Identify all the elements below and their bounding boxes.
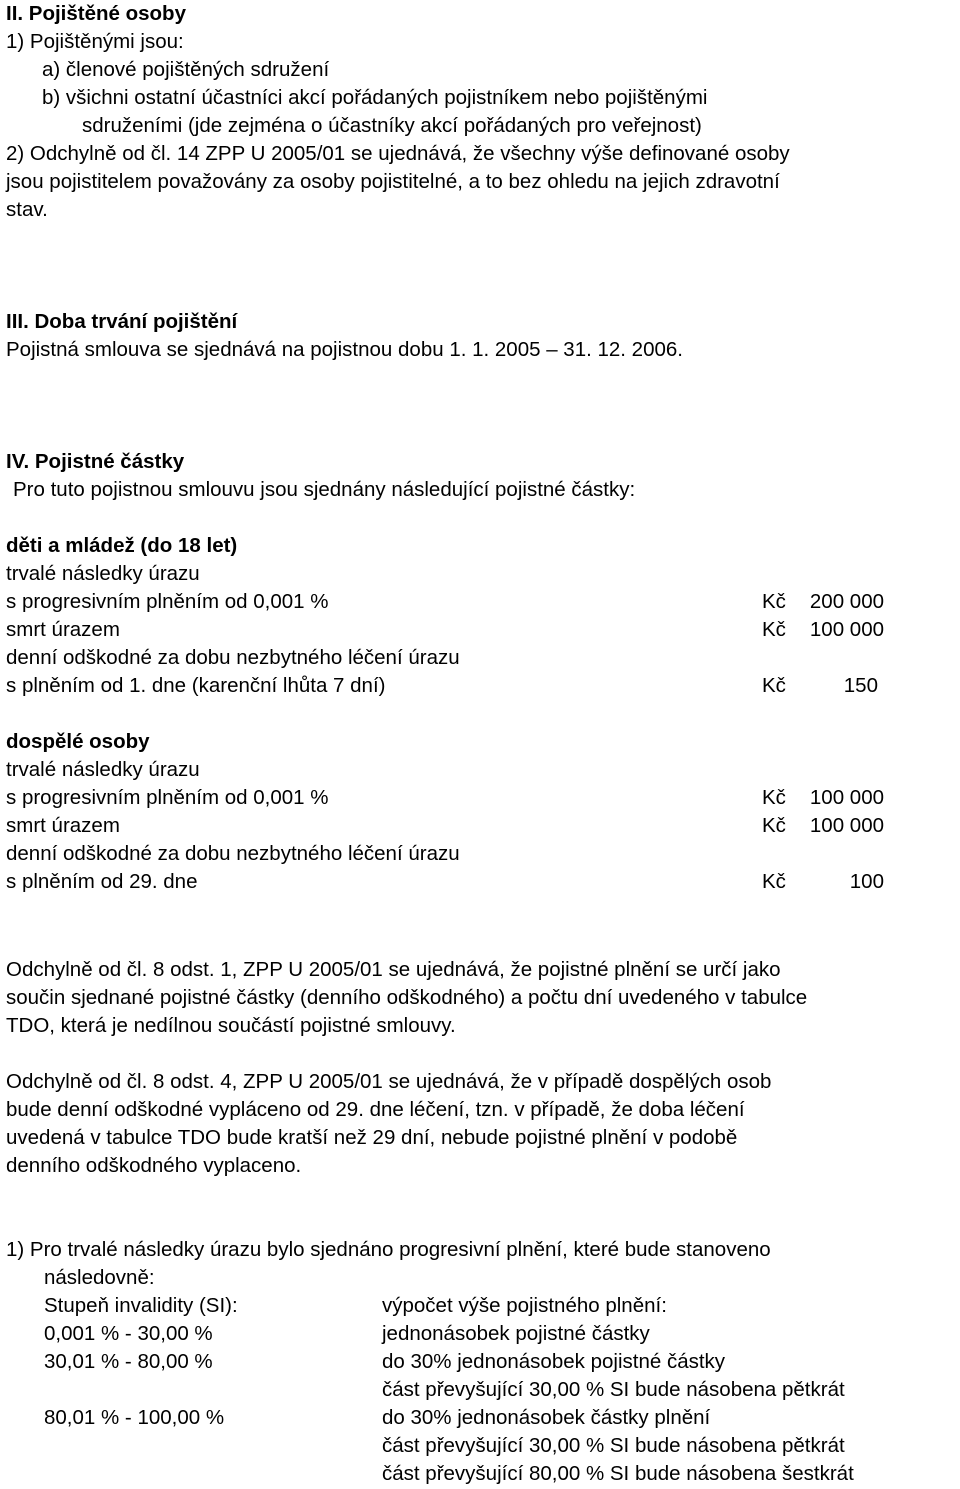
section-iv-heading: IV. Pojistné částky xyxy=(6,450,185,473)
adults-progressive-currency: Kč xyxy=(762,786,786,809)
section-ii-item-1: 1) Pojištěnými jsou: xyxy=(6,30,184,53)
deviation-para1-line1: Odchylně od čl. 8 odst. 1, ZPP U 2005/01 se ujednává, že pojistné plnění se určí jako xyxy=(6,958,781,981)
children-progressive-line: s progresivním plněním od 0,001 % xyxy=(6,590,329,613)
adults-death-line: smrt úrazem xyxy=(6,814,120,837)
progressive-row3-calc1: do 30% jednonásobek částky plnění xyxy=(382,1406,711,1429)
adults-progressive-line: s progresivním plněním od 0,001 % xyxy=(6,786,329,809)
deviation-para1-line3: TDO, která je nedílnou součástí pojistné smlouvy. xyxy=(6,1014,456,1037)
adults-progressive-amount: 100 000 xyxy=(809,786,884,809)
children-daily-currency: Kč xyxy=(762,674,786,697)
deviation-para2-line3: uvedená v tabulce TDO bude kratší než 29 dní, nebude pojistné plnění v podobě xyxy=(6,1126,738,1149)
children-death-currency: Kč xyxy=(762,618,786,641)
children-death-amount: 100 000 xyxy=(809,618,884,641)
section-ii-heading: II. Pojištěné osoby xyxy=(6,2,186,25)
children-heading: děti a mládež (do 18 let) xyxy=(6,534,238,557)
section-ii-item-1b-line1: b) všichni ostatní účastníci akcí pořádaných pojistníkem nebo pojištěnými xyxy=(42,86,708,109)
section-ii-item-2-line1: 2) Odchylně od čl. 14 ZPP U 2005/01 se ujednává, že všechny výše definované osoby xyxy=(6,142,790,165)
adults-daily-line: denní odškodné za dobu nezbytného léčení úrazu xyxy=(6,842,460,865)
section-iii-heading: III. Doba trvání pojištění xyxy=(6,310,238,333)
progressive-row1-range: 0,001 % - 30,00 % xyxy=(44,1322,213,1345)
section-ii-item-1a: a) členové pojištěných sdružení xyxy=(42,58,330,81)
deviation-para2-line2: bude denní odškodné vypláceno od 29. dne léčení, tzn. v případě, že doba léčení xyxy=(6,1098,745,1121)
section-iv-intro: Pro tuto pojistnou smlouvu jsou sjednány následující pojistné částky: xyxy=(13,478,636,501)
section-ii-item-1b-line2: sdruženími (jde zejména o účastníky akcí pořádaných pro veřejnost) xyxy=(82,114,702,137)
progressive-row3-calc3: část převyšující 80,00 % SI bude násobena šestkrát xyxy=(382,1462,854,1485)
deviation-para2-line4: denního odškodného vyplaceno. xyxy=(6,1154,302,1177)
section-ii-item-2-line2: jsou pojistitelem považovány za osoby pojistitelné, a to bez ohledu na jejich zdravotní xyxy=(6,170,780,193)
adults-daily-line2: s plněním od 29. dne xyxy=(6,870,198,893)
progressive-row1-calc1: jednonásobek pojistné částky xyxy=(382,1322,650,1345)
progressive-col1-header: Stupeň invalidity (SI): xyxy=(44,1294,238,1317)
adults-death-currency: Kč xyxy=(762,814,786,837)
progressive-row3-calc2: část převyšující 30,00 % SI bude násobena pětkrát xyxy=(382,1434,845,1457)
adults-death-amount: 100 000 xyxy=(809,814,884,837)
deviation-para2-line1: Odchylně od čl. 8 odst. 4, ZPP U 2005/01 se ujednává, že v případě dospělých osob xyxy=(6,1070,772,1093)
children-daily-line2: s plněním od 1. dne (karenční lhůta 7 dní) xyxy=(6,674,386,697)
progressive-row3-range: 80,01 % - 100,00 % xyxy=(44,1406,225,1429)
adults-permanent-injury: trvalé následky úrazu xyxy=(6,758,200,781)
adults-daily-amount: 100 xyxy=(849,870,884,893)
progressive-col2-header: výpočet výše pojistného plnění: xyxy=(382,1294,667,1317)
children-daily-amount: 150 xyxy=(843,674,878,697)
progressive-intro-line1: 1) Pro trvalé následky úrazu bylo sjednáno progresivní plnění, které bude stanoveno xyxy=(6,1238,771,1261)
children-progressive-currency: Kč xyxy=(762,590,786,613)
deviation-para1-line2: součin sjednané pojistné částky (denního odškodného) a počtu dní uvedeného v tabulce xyxy=(6,986,808,1009)
progressive-intro-line2: následovně: xyxy=(44,1266,155,1289)
section-ii-item-2-line3: stav. xyxy=(6,198,48,221)
progressive-row2-range: 30,01 % - 80,00 % xyxy=(44,1350,213,1373)
adults-daily-currency: Kč xyxy=(762,870,786,893)
children-progressive-amount: 200 000 xyxy=(809,590,884,613)
progressive-row2-calc2: část převyšující 30,00 % SI bude násobena pětkrát xyxy=(382,1378,845,1401)
children-daily-line: denní odškodné za dobu nezbytného léčení úrazu xyxy=(6,646,460,669)
progressive-row2-calc1: do 30% jednonásobek pojistné částky xyxy=(382,1350,726,1373)
section-iii-text: Pojistná smlouva se sjednává na pojistnou dobu 1. 1. 2005 – 31. 12. 2006. xyxy=(6,338,683,361)
adults-heading: dospělé osoby xyxy=(6,730,150,753)
children-death-line: smrt úrazem xyxy=(6,618,120,641)
children-permanent-injury: trvalé následky úrazu xyxy=(6,562,200,585)
